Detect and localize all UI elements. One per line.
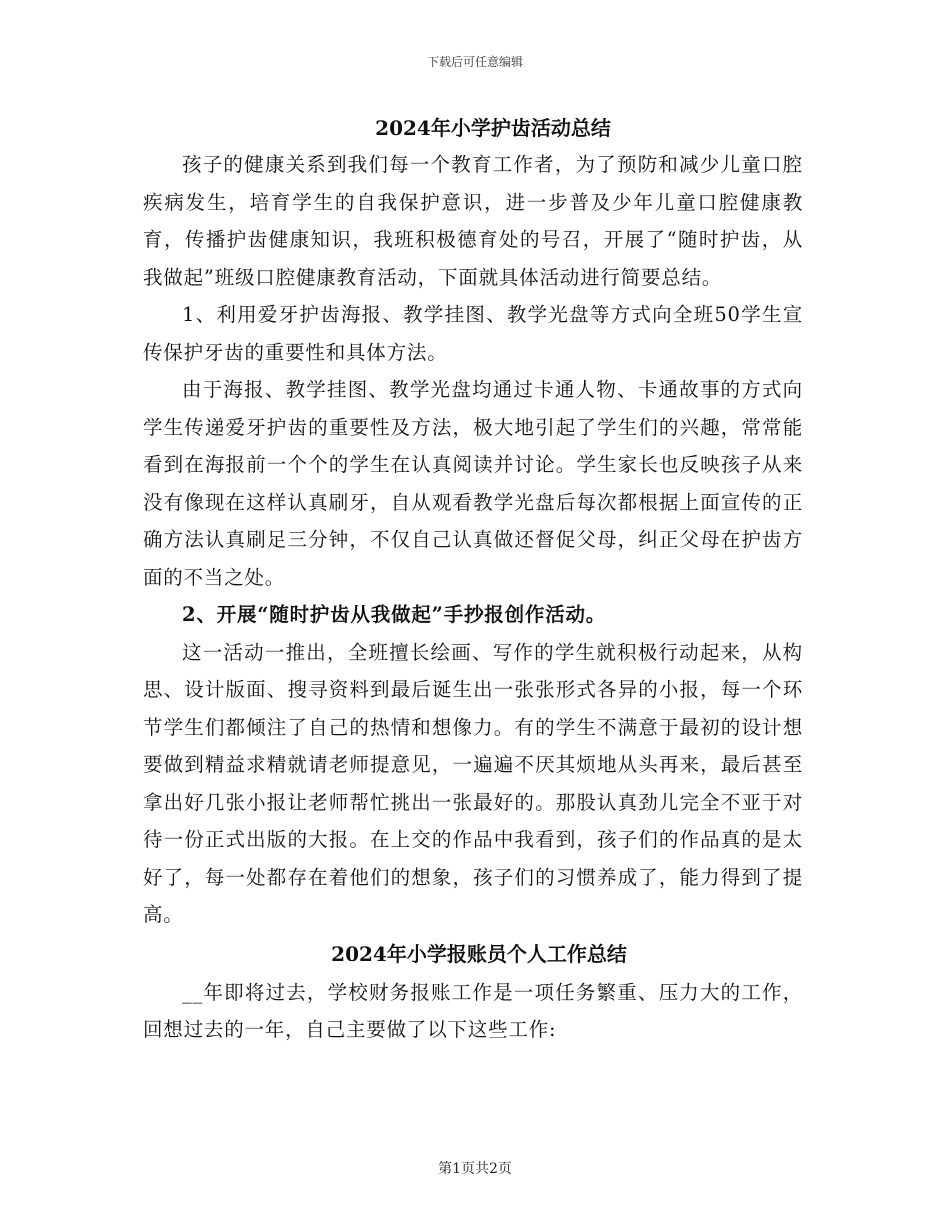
page-number: 第1页共2页: [438, 1161, 512, 1177]
paragraph-item-1-detail: 由于海报、教学挂图、教学光盘均通过卡通人物、卡通故事的方式向学生传递爱牙护齿的重要性及方法，极大地引起了学生们的兴趣，常常能看到在海报前一个个的学生在认真阅读并讨论。学生家长也反映孩子从来没有像现在这样认真刷牙，自从观看教学光盘后每次都根据上面宣传的正确方法认真刷足三分钟，不仅自己认真做还督促父母，纠正父母在护齿方面的不当之处。: [143, 378, 803, 589]
document-body: [143, 110, 803, 1049]
document-title: 2024年小学护齿活动总结: [375, 116, 611, 140]
section-title: 2024年小学报账员个人工作总结: [331, 941, 627, 966]
paragraph-item-1: 1、利用爱牙护齿海报、教学挂图、教学光盘等方式向全班50学生宣传保护牙齿的重要性和具体方法。: [143, 303, 803, 364]
header-note: 下载后可任意编辑: [426, 55, 523, 69]
paragraph-section-intro: __年即将过去，学校财务报账工作是一项任务繁重、压力大的工作，回想过去的一年，自己主要做了以下这些工作:: [143, 980, 803, 1041]
paragraph-intro: 孩子的健康关系到我们每一个教育工作者，为了预防和减少儿童口腔疾病发生，培育学生的自我保护意识，进一步普及少年儿童口腔健康教育，传播护齿健康知识，我班积极德育处的号召，开展了“随时护齿，从我做起”班级口腔健康教育活动，下面就具体活动进行简要总结。: [143, 153, 803, 289]
paragraph-item-2-heading: 2、开展“随时护齿从我做起”手抄报创作活动。: [182, 603, 607, 626]
paragraph-item-2-detail: 这一活动一推出，全班擅长绘画、写作的学生就积极行动起来，从构思、设计版面、搜寻资料到最后诞生出一张张形式各异的小报，每一个环节学生们都倾注了自己的热情和想像力。有的学生不满意于最初的设计想要做到精益求精就请老师提意见，一遍遍不厌其烦地从头再来，最后甚至拿出好几张小报让老师帮忙挑出一张最好的。那股认真劲儿完全不亚于对待一份正式出版的大报。在上交的作品中我看到，孩子们的作品真的是太好了，每一处都存在着他们的想象，孩子们的习惯养成了，能力得到了提高。: [143, 640, 803, 926]
